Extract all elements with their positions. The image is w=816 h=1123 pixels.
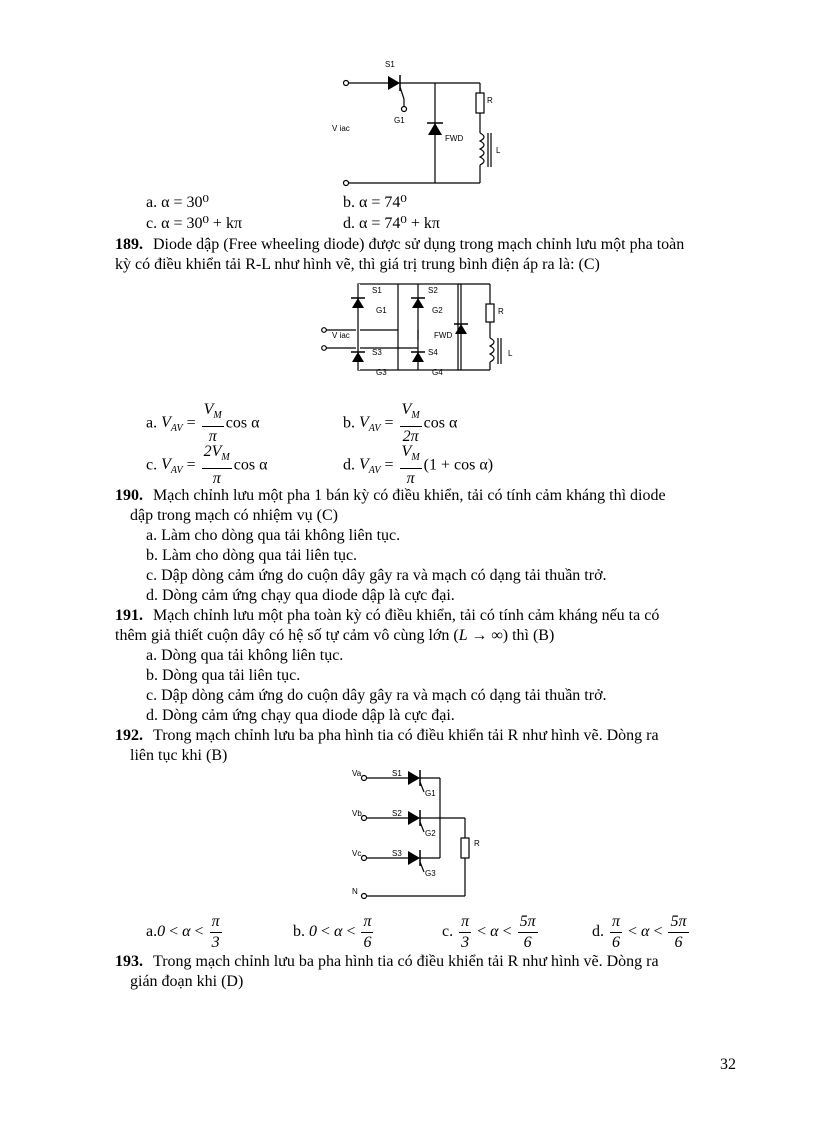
question-190-line2: dập trong mạch có nhiệm vụ (C) xyxy=(130,507,338,524)
q190-option-b: b. Làm cho dòng qua tải liên tục. xyxy=(146,547,358,564)
label-s2: S2 xyxy=(428,286,438,295)
label-fwd: FWD xyxy=(434,331,453,340)
question-text: Diode dập (Free wheeling diode) được sử dụng trong mạch chỉnh lưu một pha toàn xyxy=(153,236,685,253)
label-g3: G3 xyxy=(376,368,387,377)
question-number: 192. xyxy=(115,727,143,744)
circuit-diagram-half-wave xyxy=(330,55,520,190)
label-s3: S3 xyxy=(372,348,382,357)
question-191-line2: thêm giả thiết cuộn dây có hệ số tự cảm vô cùng lớn (L → ∞) thì (B) xyxy=(115,627,555,644)
question-193 xyxy=(115,952,755,972)
question-number: 190. xyxy=(115,487,143,504)
label-g2: G2 xyxy=(425,829,436,838)
q188-option-d: d. α = 74⁰ + kπ xyxy=(343,215,440,232)
label-r: R xyxy=(487,96,493,105)
question-191 xyxy=(115,606,755,626)
label-g1: G1 xyxy=(425,789,436,798)
label-g1: G1 xyxy=(376,306,387,315)
label-s4: S4 xyxy=(428,348,438,357)
circuit-diagram-full-bridge xyxy=(318,278,528,393)
label-s3: S3 xyxy=(392,849,402,858)
q191-option-a: a. Dòng qua tải không liên tục. xyxy=(146,647,344,664)
label-r: R xyxy=(474,839,480,848)
q191-option-c: c. Dập dòng cảm ứng do cuộn dây gây ra và mạch có dạng tải thuần trở. xyxy=(146,687,607,704)
label-vc: Vc xyxy=(352,849,362,858)
question-number: 191. xyxy=(115,607,143,624)
q188-option-b: b. α = 74⁰ xyxy=(343,194,407,211)
label-g2: G2 xyxy=(432,306,443,315)
question-text: Mạch chỉnh lưu một pha 1 bán kỳ có điều khiển, tải có tính cảm kháng thì diode xyxy=(153,487,666,504)
label-l: L xyxy=(508,349,513,358)
q192-option-c: c. $\frac{\pi}{3}$ < α < $\frac{5\pi}{6}$ xyxy=(442,913,536,951)
question-number: 193. xyxy=(115,953,143,970)
q190-option-c: c. Dập dòng cảm ứng do cuộn dây gây ra và mạch có dạng tải thuần trở. xyxy=(146,567,607,584)
question-192-line2: liên tục khi (B) xyxy=(130,747,228,764)
q192-option-b: b. 0 < α < $\frac{\pi}{6}$ xyxy=(293,913,372,951)
q190-option-a: a. Làm cho dòng qua tải không liên tục. xyxy=(146,527,401,544)
question-number: 189. xyxy=(115,236,143,253)
label-n: N xyxy=(352,887,358,896)
label-r: R xyxy=(498,307,504,316)
label-va: Va xyxy=(352,769,362,778)
q189-option-a: a. $V_{AV}$ = $\frac{V_M}{\pi}$ cos α xyxy=(146,401,260,446)
q191-option-b: b. Dòng qua tải liên tục. xyxy=(146,667,301,684)
label-g3: G3 xyxy=(425,869,436,878)
label-viac: V iac xyxy=(332,124,350,133)
question-189-line2: kỳ có điều khiển tải R-L như hình vẽ, thì giá trị trung bình điện áp ra là: (C) xyxy=(115,256,600,273)
label-s1: S1 xyxy=(385,60,395,69)
q188-option-c: c. α = 30⁰ + kπ xyxy=(146,215,243,232)
question-190 xyxy=(115,486,755,506)
circuit-diagram-three-phase xyxy=(340,766,500,906)
label-s1: S1 xyxy=(372,286,382,295)
question-193-line2: gián đoạn khi (D) xyxy=(130,973,244,990)
question-192 xyxy=(115,726,755,746)
label-viac: V iac xyxy=(332,331,350,340)
q189-option-b: b. $V_{AV}$ = $\frac{V_M}{2\pi}$ cos α xyxy=(343,401,458,446)
label-l: L xyxy=(496,146,501,155)
q188-option-a: a. α = 30⁰ xyxy=(146,194,209,211)
question-text: Mạch chỉnh lưu một pha toàn kỳ có điều khiển, tải có tính cảm kháng nếu ta có xyxy=(153,607,660,624)
page-number: 32 xyxy=(720,1056,736,1073)
q189-option-c: c. $V_{AV}$ = $\frac{2V_M}{\pi}$ cos α xyxy=(146,443,268,488)
q190-option-d: d. Dòng cảm ứng chạy qua diode dập là cực đại. xyxy=(146,587,455,604)
label-vb: Vb xyxy=(352,809,362,818)
label-g4: G4 xyxy=(432,368,443,377)
label-s2: S2 xyxy=(392,809,402,818)
label-s1: S1 xyxy=(392,769,402,778)
question-189 xyxy=(115,235,755,255)
q192-option-a: a.0 < α < $\frac{\pi}{3}$ xyxy=(146,913,220,951)
label-fwd: FWD xyxy=(445,134,464,143)
q189-option-d: d. $V_{AV}$ = $\frac{V_M}{\pi}$ (1 + cos α) xyxy=(343,443,494,488)
label-g1: G1 xyxy=(394,116,405,125)
question-text: Trong mạch chỉnh lưu ba pha hình tia có điều khiển tải R như hình vẽ. Dòng ra xyxy=(153,727,659,744)
q192-option-d: d. $\frac{\pi}{6}$ < α < $\frac{5\pi}{6}$ xyxy=(592,913,687,951)
question-text: Trong mạch chỉnh lưu ba pha hình tia có điều khiển tải R như hình vẽ. Dòng ra xyxy=(153,953,659,970)
q191-option-d: d. Dòng cảm ứng chạy qua diode dập là cực đại. xyxy=(146,707,455,724)
